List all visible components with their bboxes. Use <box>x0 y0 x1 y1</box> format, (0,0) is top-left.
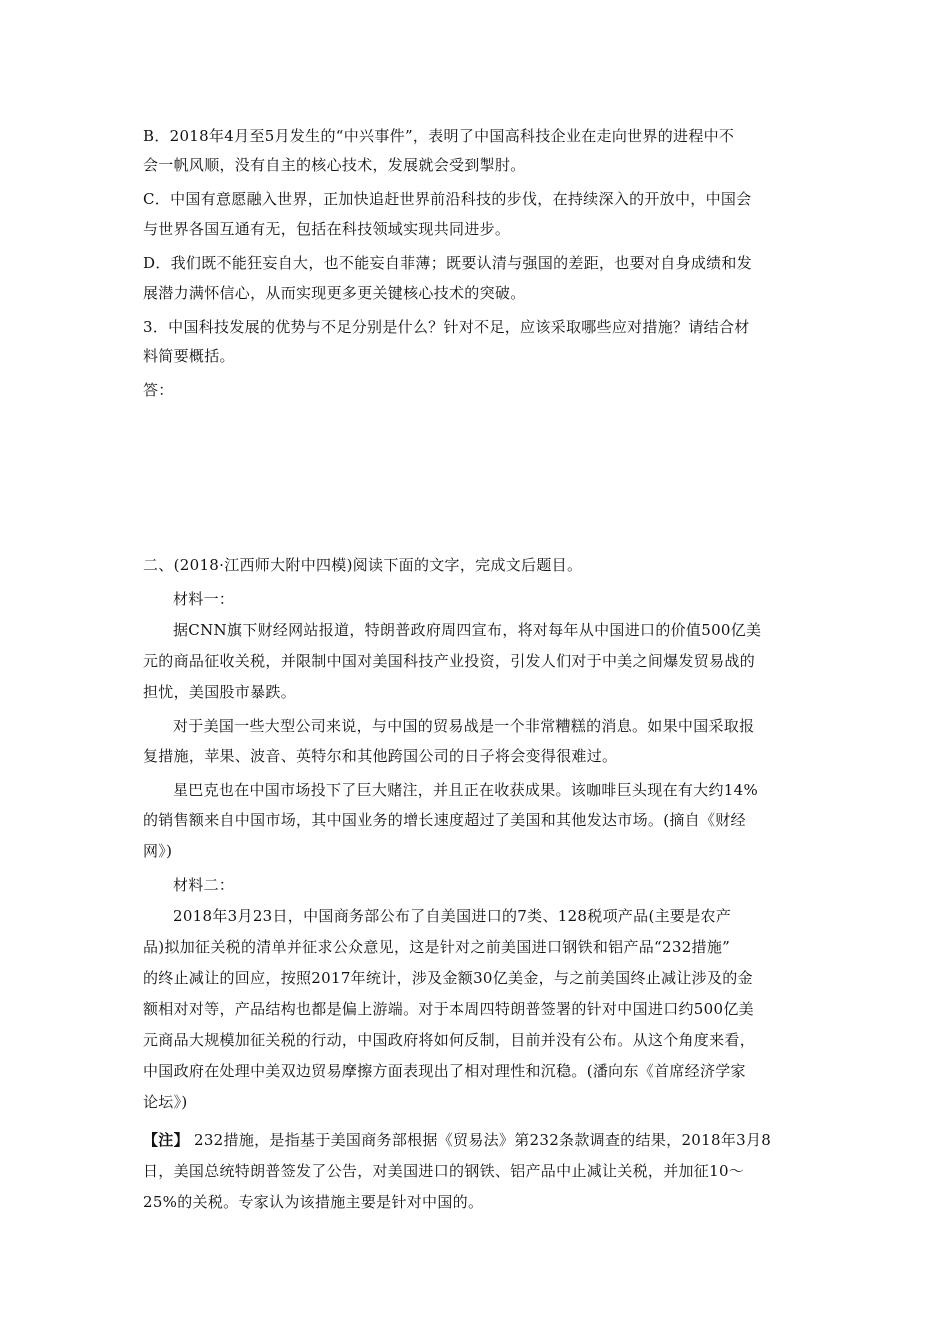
material-1-paragraph-2-line-1: 对于美国一些大型公司来说，与中国的贸易战是一个非常糟糕的消息。如果中国采取报 <box>173 717 755 735</box>
question-3-line-1: 3．中国科技发展的优势与不足分别是什么？针对不足，应该采取哪些应对措施？请结合材 <box>143 318 750 336</box>
note-line-1 <box>143 1130 823 1150</box>
material-1-paragraph-1-line-2: 元的商品征收关税，并限制中国对美国科技产业投资，引发人们对于中美之间爆发贸易战的 <box>143 652 756 670</box>
material-1-label: 材料一： <box>173 590 235 608</box>
answer-label: 答： <box>143 381 174 399</box>
material-2-line-5: 元商品大规模加征关税的行动，中国政府将如何反制，目前并没有公布。从这个角度来看， <box>143 1031 756 1049</box>
material-2-line-4: 额相对对等，产品结构也都是偏上游端。对于本周四特朗普签署的针对中国进口约500亿美 <box>143 1000 754 1018</box>
note-line-2: 日，美国总统特朗普签发了公告，对美国进口的钢铁、铝产品中止减让关税，并加征10～ <box>143 1162 745 1180</box>
material-1-paragraph-3-line-2: 的销售额来自中国市场，其中国业务的增长速度超过了美国和其他发达市场。(摘自《财经 <box>143 811 746 829</box>
option-d-line-2: 展潜力满怀信心，从而实现更多更关键核心技术的突破。 <box>143 284 526 302</box>
option-c-line-2: 与世界各国互通有无，包括在科技领域实现共同进步。 <box>143 220 511 238</box>
option-c-line-1: C．中国有意愿融入世界，正加快追赶世界前沿科技的步伐，在持续深入的开放中，中国会 <box>143 190 752 208</box>
option-d-line-1: D．我们既不能狂妄自大，也不能妄自菲薄；既要认清与强国的差距，也要对自身成绩和发 <box>143 254 753 272</box>
material-2-label: 材料二： <box>173 876 235 894</box>
material-2-line-1: 2018年3月23日，中国商务部公布了自美国进口的7类、128税项产品(主要是农产 <box>173 907 732 925</box>
question-3-line-2: 料简要概括。 <box>143 347 235 365</box>
material-1-paragraph-1-line-1: 据CNN旗下财经网站报道，特朗普政府周四宣布，将对每年从中国进口的价值500亿美 <box>173 621 762 639</box>
material-1-paragraph-1-line-3: 担忧，美国股市暴跌。 <box>143 683 297 701</box>
material-1-paragraph-3-line-1: 星巴克也在中国市场投下了巨大赌注，并且正在收获成果。该咖啡巨头现在有大约14% <box>173 781 759 799</box>
material-2-line-6: 中国政府在处理中美双边贸易摩擦方面表现出了相对理性和沉稳。(潘向东《首席经济学家 <box>143 1062 746 1080</box>
material-2-line-7: 论坛》) <box>143 1093 188 1111</box>
note-text-line-1: 232措施，是指基于美国商务部根据《贸易法》第232条款调查的结果，2018年3月8 <box>193 1131 772 1149</box>
option-b-line-1: B．2018年4月至5月发生的“中兴事件”，表明了中国高科技企业在走向世界的进程中不 <box>143 127 735 145</box>
material-1-paragraph-2-line-2: 复措施，苹果、波音、英特尔和其他跨国公司的日子将会变得很难过。 <box>143 747 618 765</box>
material-1-paragraph-3-line-3: 网》) <box>143 842 173 860</box>
material-2-line-3: 的终止减让的回应，按照2017年统计，涉及金额30亿美金，与之前美国终止减让涉及的金 <box>143 969 753 987</box>
note-line-3: 25%的关税。专家认为该措施主要是针对中国的。 <box>143 1193 484 1211</box>
material-2-line-2: 品)拟加征关税的清单并征求公众意见，这是针对之前美国进口钢铁和铝产品“232措施” <box>143 938 731 956</box>
section-2-heading: 二、(2018·江西师大附中四模)阅读下面的文字，完成文后题目。 <box>143 556 583 574</box>
note-tag: 【注】 <box>143 1131 189 1149</box>
option-b-line-2: 会一帆风顺，没有自主的核心技术，发展就会受到掣肘。 <box>143 156 526 174</box>
